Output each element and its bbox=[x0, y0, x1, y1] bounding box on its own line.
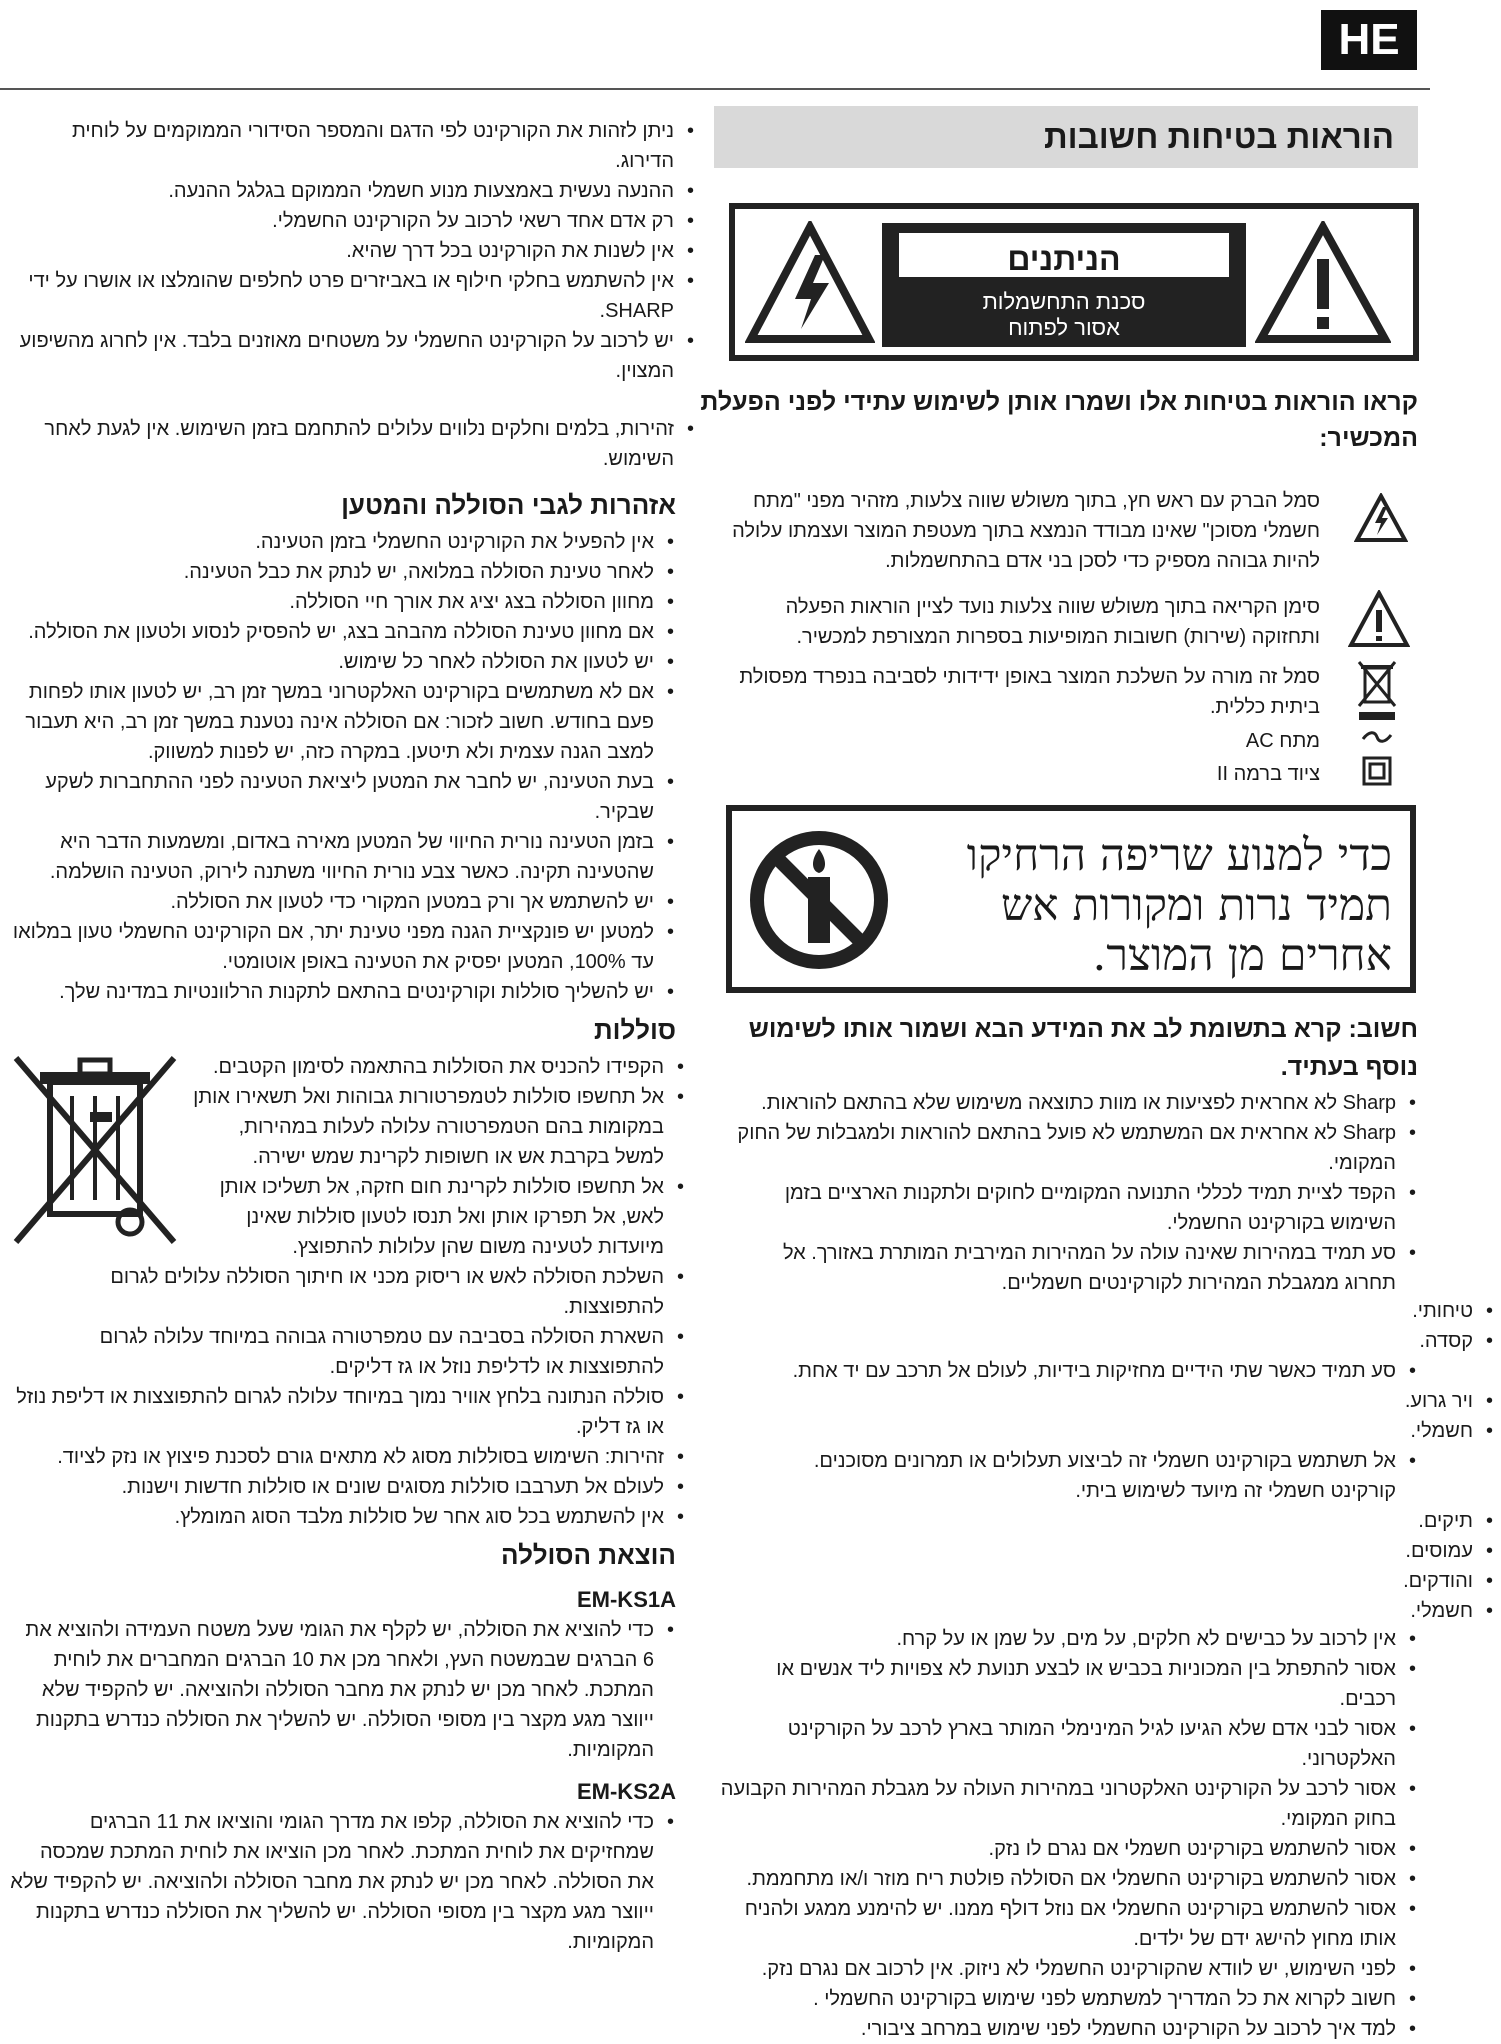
list-item: • בזמן הטעינה נורית החיווי של המטען מאירה באדום, ומשמעות הדבר היא שהטעינה תקינה. כאשר צבע נורית החיווי משתנה לירוק, הטעינה הושלמה. bbox=[10, 827, 676, 887]
batteries-heading: סוללות bbox=[594, 1015, 676, 1045]
list-item: • מחוון הסוללה בצג יציג את אורך חיי הסוללה. bbox=[10, 587, 676, 617]
model-em-ks2a: EM-KS2A bbox=[576, 1779, 676, 1804]
warning-heading: הניתנים bbox=[895, 229, 1233, 281]
section-title-safety: הוראות בטיחות חשובות bbox=[714, 106, 1418, 168]
batteries-list-lower bbox=[10, 1262, 686, 1532]
list-item: • סע תמיד במהירות שאינה עולה על המהירות המירבית המותרת באזורך. אל תחרוג ממגבלת המהירות לקורקינטים חשמליים. bbox=[728, 1238, 1418, 1298]
fire-warning-line-2: תמיד נרות ומקורות אש bbox=[1001, 880, 1392, 931]
list-item: • השלכת הסוללה לאש או ריסוק מכני או חיתוך הסוללה עלולים לגרום להתפוצצות. bbox=[10, 1262, 686, 1322]
list-item: • ההנעה נעשית באמצעות מנוע חשמלי הממוקם בגלגל ההנעה. bbox=[10, 176, 696, 206]
weee-bin-small-icon bbox=[1356, 660, 1398, 722]
no-candle-icon bbox=[744, 825, 894, 975]
list-item: • אסור להשתמש בקורקינט החשמלי אם הסוללה פולטת ריח מוזר ו/או מתחממת. bbox=[720, 1864, 1418, 1894]
list-item: • אין לרכוב על כבישים לא חלקים, על מים, על שמן או על קרח. bbox=[720, 1624, 1418, 1654]
symbol-desc-lightning: סמל הברק עם ראש חץ, בתוך משולש שווה צלעות, מזהיר מפני "מתח חשמלי מסוכן" שאינו מבודד הנמצא בתוך מעטפת המוצר ועצמתו עלולה להיות גבוהה מספיק כדי לסכן בני אדם בהתחשמלות. bbox=[732, 490, 1320, 572]
list-item: • טיחותי. bbox=[1380, 1296, 1495, 1326]
list-item: • אין לשנות את הקורקינט בכל דרך שהיא. bbox=[10, 236, 696, 266]
list-item: • סוללה הנתונה בלחץ אוויר נמוך במיוחד עלולה לגרום להתפוצצות או דליפת נוזל או גז דליק. bbox=[10, 1382, 686, 1442]
list-item: • אסור להשתמש בקורקינט חשמלי אם נגרם לו נזק. bbox=[720, 1834, 1418, 1864]
list-item: • בעת הטעינה, יש לחבר את המטען ליציאת הטעינה לפני ההתחברות לשקע שבקיר. bbox=[10, 767, 676, 827]
symbol-desc-class-ii: ציוד ברמה II bbox=[1216, 763, 1320, 785]
list-item: • אסור להתפתל בין המכוניות בכביש או לבצע תנועת לא צפויות ליד אנשים או רכבים. bbox=[720, 1654, 1418, 1714]
left-bullet-hot-parts bbox=[10, 414, 696, 474]
list-item: • אל תשתמש בקורקינט חשמלי זה לביצוע תעלולים או תמרונים מסוכנים. קורקינט חשמלי זה מיועד לשימוש ביתי. bbox=[780, 1446, 1418, 1506]
list-item: • אל תחשפו סוללות לקרינת חום חזקה, אל תשליכו אותן לאש, אל תפרקו אותן ואל תנסו לטעון סוללות שאינן מיועדות לטעינה משום שהן עלולות להתפוצץ. bbox=[190, 1172, 686, 1262]
list-item: • הקפידו להכניס את הסוללות בהתאמה לסימון הקטבים. bbox=[190, 1052, 686, 1082]
list-item: • אין להשתמש בחלקי חילוף או באביזרים פרט לחלפים שהומלצו או אושרו על ידי SHARP. bbox=[10, 266, 696, 326]
weee-crossed-bin-icon bbox=[10, 1052, 180, 1248]
list-item: • קסדה. bbox=[1380, 1326, 1495, 1356]
batteries-list-upper bbox=[190, 1052, 686, 1262]
list-item: • סע תמיד כאשר שתי הידיים מחזיקות בידיות, לעולם אל תרכב עם יד אחת. bbox=[728, 1356, 1418, 1386]
list-item: • אין להשתמש בכל סוג אחר של סוללות מלבד הסוג המומלץ. bbox=[10, 1502, 686, 1532]
list-item: • זהירות: השימוש בסוללות מסוג לא מתאים גורם לסכנת פיצוץ או נזק לציוד. bbox=[10, 1442, 686, 1472]
model-em-ks1a: EM-KS1A bbox=[576, 1587, 676, 1612]
symbol-desc-ac: מתח AC bbox=[1245, 730, 1320, 752]
battery-charger-warnings bbox=[10, 487, 676, 1007]
exclamation-triangle-small-icon bbox=[1348, 590, 1410, 648]
right-bullet-b bbox=[728, 1356, 1418, 1386]
list-item: • אסור להשתמש בקורקינט החשמלי אם נוזל דולף ממנו. יש להימנע ממגע ולהניח אותו מחוץ להישג ידם של ילדים. bbox=[720, 1894, 1418, 1954]
fire-warning-box bbox=[726, 805, 1416, 993]
warning-line-1: סכנת התחשמלות bbox=[982, 289, 1146, 314]
ac-tilde-icon bbox=[1360, 730, 1394, 744]
electric-shock-warning-label bbox=[729, 203, 1419, 361]
list-item: • למטען יש פונקציית הגנה מפני טעינת יתר, אם הקורקינט החשמלי טעון במלואו עד 100%, המטען יפסיק את הטעינה באופן אוטומטי. bbox=[10, 917, 676, 977]
warning-subtext bbox=[895, 289, 1233, 341]
list-item: • לאחר טעינת הסוללה במלואה, יש לנתק את כבל הטעינה. bbox=[10, 557, 676, 587]
list-item: • אם לא משתמשים בקורקינט האלקטרוני במשך זמן רב, יש לטעון אותו לפחות פעם בחודש. חשוב לזכור: אם הסוללה אינה נטענת במשך זמן רב, היא תעבור למצב הגנה עצמית ולא תיטען. במקרה כזה, יש לפנות למשווק. bbox=[10, 677, 676, 767]
list-item: • ויר גרוע. bbox=[1380, 1386, 1495, 1416]
list-item: • חשוב לקרוא את כל המדריך למשתמש לפני שימוש בקורקינט החשמלי . bbox=[720, 1984, 1418, 2014]
class-ii-square-icon bbox=[1362, 756, 1392, 786]
list-item: • לעולם אל תערבבו סוללות מסוגים שונים או סוללות חדשות וישנות. bbox=[10, 1472, 686, 1502]
list-item: • עמוסים. bbox=[1380, 1536, 1495, 1566]
cut-off-bullets-a bbox=[1380, 1296, 1495, 1356]
battery-removal-heading: הוצאת הסוללה bbox=[501, 1540, 676, 1570]
list-item: • תיקים. bbox=[1380, 1506, 1495, 1536]
battery-removal-section bbox=[10, 1537, 676, 1957]
list-item: • יש להשתמש אך ורק במטען המקורי כדי לטעון את הסוללה. bbox=[10, 887, 676, 917]
lightning-triangle-small-icon bbox=[1354, 493, 1408, 543]
cut-off-bullets-b bbox=[1380, 1386, 1495, 1446]
symbol-desc-exclamation: סימן הקריאה בתוך משולש שווה צלעות נועד לציין הוראות הפעלה ותחזוקה (שירות) חשובות המופיעות בספרות המצורפת למכשיר. bbox=[785, 596, 1320, 648]
list-item: • יש לטעון את הסוללה לאחר כל שימוש. bbox=[10, 647, 676, 677]
list-item: • אסור לרכב על הקורקינט האלקטרוני במהירות העולה על מגבלת המהירות הקבועה בחוק המקומי. bbox=[720, 1774, 1418, 1834]
fire-warning-line-1: כדי למנוע שריפה הרחיקו bbox=[966, 830, 1392, 881]
fire-warning-line-3: אחרים מן המוצר. bbox=[1092, 930, 1392, 981]
list-item: • יש לרכוב על הקורקינט החשמלי על משטחים מאוזנים בלבד. אין לחרוג מהשיפוע המצוין. bbox=[10, 326, 696, 386]
list-item: • אסור לבני אדם שלא הגיעו לגיל המינימלי המותר בארץ לרכב על הקורקינט האלקטרוני. bbox=[720, 1714, 1418, 1774]
list-item: • חשמלי. bbox=[1380, 1416, 1495, 1446]
list-item: • זהירות, בלמים וחלקים נלווים עלולים להתחמם בזמן השימוש. אין לגעת לאחר השימוש. bbox=[10, 414, 696, 474]
fire-warning-text bbox=[967, 831, 1392, 981]
cut-off-bullets-c bbox=[1380, 1506, 1495, 1626]
exclamation-triangle-icon bbox=[1255, 221, 1391, 345]
list-item: • רק אדם אחד רשאי לרכוב על הקורקינט החשמלי. bbox=[10, 206, 696, 236]
warning-line-2: אסור לפתוח bbox=[1008, 315, 1120, 340]
list-item: • הקפד לציית תמיד לכללי התנועה המקומיים לחוקים ולתקנות הארציים בזמן השימוש בקורקינט החשמלי. bbox=[728, 1178, 1418, 1238]
list-item: • אין להפעיל את הקורקינט החשמלי בזמן הטעינה. bbox=[10, 527, 676, 557]
list-item: • Sharp לא אחראית אם המשתמש לא פועל בהתאם להוראות ולמגבלות של החוק המקומי. bbox=[728, 1118, 1418, 1178]
list-item: • אל תחשפו סוללות לטמפרטורות גבוהות ואל תשאירו אותן במקומות בהם הטמפרטורה עלולה לעלות במהירות, למשל בקרבת אש או חשופות לקרינת שמש ישירה. bbox=[190, 1082, 686, 1172]
header-divider bbox=[0, 88, 1430, 90]
lightning-triangle-icon bbox=[745, 221, 875, 345]
list-item: • יש להשליך סוללות וקורקינטים בהתאם לתקנות הרלוונטיות במדינה שלך. bbox=[10, 977, 676, 1007]
list-item: • אם מחוון טעינת הסוללה מהבהב בצג, יש להפסיק לנסוע ולטעון את הסוללה. bbox=[10, 617, 676, 647]
left-bullets-top bbox=[10, 116, 696, 386]
important-heading: חשוב: קרא בתשומת לב את המידע הבא ושמור אותו לשימוש נוסף בעתיד. bbox=[748, 1015, 1418, 1081]
list-item: • כדי להוציא את הסוללה, יש לקלף את הגומי שעל משטח העמידה ולהוציא את 6 הברגים שבמשטח העץ, ולאחר מכן את 10 הברגים המחברים את לוחית המתכת. לאחר מכן יש לנתק את מחבר הסוללה ולהוציאה. יש להקפיד שלא ייווצר מגע מקצר בין מסופי הסוללה. יש להשליך את הסוללה כנדרש בתקנות המקומיות. bbox=[10, 1615, 676, 1765]
language-badge: HE bbox=[1321, 10, 1417, 70]
right-bullets-a bbox=[728, 1088, 1418, 1298]
list-item: • חשמלי. bbox=[1380, 1596, 1495, 1626]
battery-warn-heading: אזהרות לגבי הסוללה והמטען bbox=[341, 490, 676, 520]
list-item: • למד איך לרכוב על הקורקינט החשמלי לפני שימוש במרחב ציבורי. bbox=[720, 2014, 1418, 2044]
list-item: • לפני השימוש, יש לוודא שהקורקינט החשמלי לא ניזוק. אין לרכוב אם נגרם נזק. bbox=[720, 1954, 1418, 1984]
right-bullet-c bbox=[780, 1446, 1418, 1506]
list-item: • Sharp לא אחראית לפציעות או מוות כתוצאה משימוש שלא בהתאם להוראות. bbox=[728, 1088, 1418, 1118]
list-item: • השארת הסוללה בסביבה עם טמפרטורה גבוהה במיוחד עלולה לגרום להתפוצצות או לדליפת נוזל או גז דליקים. bbox=[10, 1322, 686, 1382]
right-bullets-d bbox=[720, 1624, 1418, 2044]
list-item: • ניתן לזהות את הקורקינט לפי הדגם והמספר הסידורי הממוקמים על לוחית הדירוג. bbox=[10, 116, 696, 176]
list-item: • והודקים. bbox=[1380, 1566, 1495, 1596]
symbol-desc-disposal: סמל זה מורה על השלכת המוצר באופן ידידותי לסביבה בנפרד מפסולת ביתית כללית. bbox=[739, 666, 1320, 718]
read-instructions-heading: קראו הוראות בטיחות אלו ושמרו אותן לשימוש עתידי לפני הפעלת המכשיר: bbox=[700, 388, 1418, 452]
list-item: • כדי להוציא את הסוללה, קלפו את מדרך הגומי והוציאו את 11 הברגים שמחזיקים את לוחית המתכת. לאחר מכן הוציאו את לוחית המתכת שמכסה את הסוללה. לאחר מכן יש לנתק את מחבר הסוללה ולהוציאה. יש להקפיד שלא ייווצר מגע מקצר בין מסופי הסוללה. יש להשליך את הסוללה כנדרש בתקנות המקומיות. bbox=[10, 1807, 676, 1957]
